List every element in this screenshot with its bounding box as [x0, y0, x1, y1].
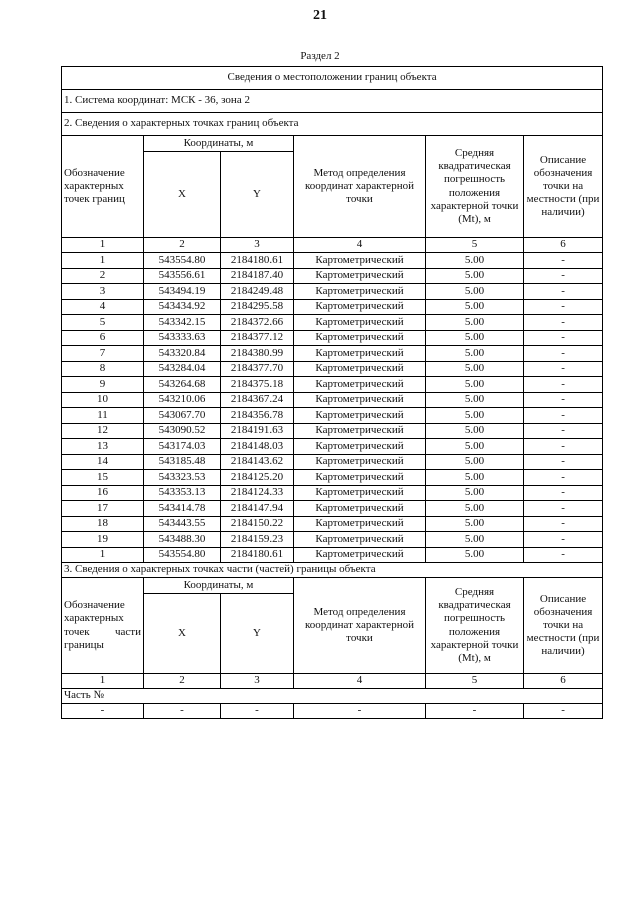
x-coordinate: 543554.80 [144, 547, 221, 563]
point-description: - [524, 253, 603, 269]
part-col-number: 3 [221, 674, 294, 689]
y-coordinate: 2184180.61 [221, 547, 294, 563]
point-number: 11 [62, 408, 144, 424]
part-coords-header: Координаты, м [144, 578, 294, 594]
part-cell: - [221, 704, 294, 719]
point-description: - [524, 330, 603, 346]
points-section-title: 2. Сведения о характерных точках границ объекта [62, 113, 603, 136]
part-cell: - [62, 704, 144, 719]
part-method-header: Метод определения координат характерной точки [294, 578, 426, 674]
point-description: - [524, 547, 603, 563]
page-number: 21 [313, 8, 327, 23]
point-description: - [524, 439, 603, 455]
point-description: - [524, 485, 603, 501]
col-number: 4 [294, 238, 426, 253]
point-number: 5 [62, 315, 144, 331]
part-col-number: 4 [294, 674, 426, 689]
method: Картометрический [294, 423, 426, 439]
point-description: - [524, 454, 603, 470]
x-coordinate: 543185.48 [144, 454, 221, 470]
point-description: - [524, 532, 603, 548]
part-designation-header: Обозначение характерных точек части границы [62, 578, 144, 674]
part-x-header: X [144, 594, 221, 674]
x-header: X [144, 152, 221, 238]
point-description: - [524, 299, 603, 315]
x-coordinate: 543174.03 [144, 439, 221, 455]
point-number: 7 [62, 346, 144, 362]
point-number: 1 [62, 253, 144, 269]
section-label: Раздел 2 [300, 50, 340, 62]
x-coordinate: 543210.06 [144, 392, 221, 408]
method: Картометрический [294, 501, 426, 517]
x-coordinate: 543342.15 [144, 315, 221, 331]
col-number: 3 [221, 238, 294, 253]
y-coordinate: 2184356.78 [221, 408, 294, 424]
table-row [62, 470, 603, 486]
x-coordinate: 543333.63 [144, 330, 221, 346]
col-number: 5 [426, 238, 524, 253]
mt-value: 5.00 [426, 361, 524, 377]
method: Картометрический [294, 284, 426, 300]
point-number: 17 [62, 501, 144, 517]
y-coordinate: 2184148.03 [221, 439, 294, 455]
x-coordinate: 543320.84 [144, 346, 221, 362]
point-description: - [524, 284, 603, 300]
mt-value: 5.00 [426, 346, 524, 362]
y-coordinate: 2184143.62 [221, 454, 294, 470]
boundary-table [61, 66, 603, 719]
point-number: 2 [62, 268, 144, 284]
mt-value: 5.00 [426, 532, 524, 548]
col-number: 1 [62, 238, 144, 253]
y-header: Y [221, 152, 294, 238]
table-row [62, 392, 603, 408]
y-coordinate: 2184150.22 [221, 516, 294, 532]
y-coordinate: 2184377.12 [221, 330, 294, 346]
mt-value: 5.00 [426, 253, 524, 269]
point-description: - [524, 268, 603, 284]
y-coordinate: 2184180.61 [221, 253, 294, 269]
point-description: - [524, 377, 603, 393]
table-row [62, 485, 603, 501]
table-row [62, 330, 603, 346]
y-coordinate: 2184367.24 [221, 392, 294, 408]
point-description: - [524, 516, 603, 532]
part-col-number: 5 [426, 674, 524, 689]
part-cell: - [524, 704, 603, 719]
part-col-number: 6 [524, 674, 603, 689]
mt-value: 5.00 [426, 377, 524, 393]
mt-value: 5.00 [426, 470, 524, 486]
part-col-number: 1 [62, 674, 144, 689]
table-row [62, 516, 603, 532]
point-description: - [524, 361, 603, 377]
mt-value: 5.00 [426, 315, 524, 331]
point-number: 3 [62, 284, 144, 300]
table-row [62, 547, 603, 563]
method: Картометрический [294, 470, 426, 486]
mt-value: 5.00 [426, 485, 524, 501]
point-number: 14 [62, 454, 144, 470]
y-coordinate: 2184380.99 [221, 346, 294, 362]
mt-value: 5.00 [426, 423, 524, 439]
x-coordinate: 543323.53 [144, 470, 221, 486]
point-number: 15 [62, 470, 144, 486]
x-coordinate: 543284.04 [144, 361, 221, 377]
x-coordinate: 543067.70 [144, 408, 221, 424]
mt-value: 5.00 [426, 501, 524, 517]
mt-value: 5.00 [426, 392, 524, 408]
y-coordinate: 2184372.66 [221, 315, 294, 331]
table-row [62, 284, 603, 300]
point-description: - [524, 392, 603, 408]
method: Картометрический [294, 377, 426, 393]
method: Картометрический [294, 253, 426, 269]
x-coordinate: 543488.30 [144, 532, 221, 548]
part-section-title: 3. Сведения о характерных точках части (частей) границы объекта [62, 563, 603, 578]
point-number: 1 [62, 547, 144, 563]
x-coordinate: 543556.61 [144, 268, 221, 284]
part-cell: - [426, 704, 524, 719]
y-coordinate: 2184295.58 [221, 299, 294, 315]
y-coordinate: 2184375.18 [221, 377, 294, 393]
col-number: 6 [524, 238, 603, 253]
part-y-header: Y [221, 594, 294, 674]
mt-value: 5.00 [426, 330, 524, 346]
part-description-header: Описание обозначения точки на местности (при наличии) [524, 578, 603, 674]
method: Картометрический [294, 532, 426, 548]
table-row [62, 439, 603, 455]
y-coordinate: 2184187.40 [221, 268, 294, 284]
mt-value: 5.00 [426, 454, 524, 470]
y-coordinate: 2184249.48 [221, 284, 294, 300]
point-number: 6 [62, 330, 144, 346]
error-header: Средняя квадратическая погрешность положения характерной точки (Mt), м [426, 136, 524, 238]
y-coordinate: 2184377.70 [221, 361, 294, 377]
mt-value: 5.00 [426, 268, 524, 284]
point-number: 12 [62, 423, 144, 439]
method: Картометрический [294, 315, 426, 331]
coord-system: 1. Система координат: МСК - 36, зона 2 [62, 90, 603, 113]
mt-value: 5.00 [426, 408, 524, 424]
method: Картометрический [294, 330, 426, 346]
method: Картометрический [294, 392, 426, 408]
point-number: 13 [62, 439, 144, 455]
method: Картометрический [294, 361, 426, 377]
part-cell: - [294, 704, 426, 719]
x-coordinate: 543353.13 [144, 485, 221, 501]
x-coordinate: 543434.92 [144, 299, 221, 315]
method: Картометрический [294, 516, 426, 532]
table-row [62, 361, 603, 377]
table-row [62, 315, 603, 331]
point-number: 8 [62, 361, 144, 377]
part-label: Часть № [62, 689, 603, 704]
part-cell: - [144, 704, 221, 719]
method: Картометрический [294, 439, 426, 455]
method: Картометрический [294, 268, 426, 284]
x-coordinate: 543494.19 [144, 284, 221, 300]
y-coordinate: 2184147.94 [221, 501, 294, 517]
point-description: - [524, 470, 603, 486]
table-row [62, 268, 603, 284]
point-number: 10 [62, 392, 144, 408]
method: Картометрический [294, 299, 426, 315]
description-header: Описание обозначения точки на местности (при наличии) [524, 136, 603, 238]
table-row [62, 346, 603, 362]
mt-value: 5.00 [426, 284, 524, 300]
method: Картометрический [294, 408, 426, 424]
point-description: - [524, 408, 603, 424]
coords-header: Координаты, м [144, 136, 294, 152]
table-row [62, 454, 603, 470]
part-error-header: Средняя квадратическая погрешность положения характерной точки (Mt), м [426, 578, 524, 674]
point-number: 16 [62, 485, 144, 501]
x-coordinate: 543443.55 [144, 516, 221, 532]
point-number: 19 [62, 532, 144, 548]
table-title: Сведения о местоположении границ объекта [62, 67, 603, 90]
x-coordinate: 543264.68 [144, 377, 221, 393]
x-coordinate: 543090.52 [144, 423, 221, 439]
mt-value: 5.00 [426, 439, 524, 455]
y-coordinate: 2184159.23 [221, 532, 294, 548]
table-row [62, 501, 603, 517]
col-number: 2 [144, 238, 221, 253]
method: Картометрический [294, 547, 426, 563]
table-row [62, 299, 603, 315]
point-number: 9 [62, 377, 144, 393]
y-coordinate: 2184124.33 [221, 485, 294, 501]
point-number: 4 [62, 299, 144, 315]
point-description: - [524, 346, 603, 362]
y-coordinate: 2184125.20 [221, 470, 294, 486]
table-row [62, 408, 603, 424]
point-description: - [524, 501, 603, 517]
point-description: - [524, 423, 603, 439]
designation-header: Обозначение характерных точек границ [62, 136, 144, 238]
mt-value: 5.00 [426, 547, 524, 563]
x-coordinate: 543414.78 [144, 501, 221, 517]
table-row [62, 532, 603, 548]
method: Картометрический [294, 485, 426, 501]
part-col-number: 2 [144, 674, 221, 689]
method: Картометрический [294, 454, 426, 470]
table-row [62, 377, 603, 393]
table-row [62, 253, 603, 269]
point-number: 18 [62, 516, 144, 532]
mt-value: 5.00 [426, 299, 524, 315]
y-coordinate: 2184191.63 [221, 423, 294, 439]
table-row [62, 423, 603, 439]
method: Картометрический [294, 346, 426, 362]
point-rows [62, 253, 603, 563]
method-header: Метод определения координат характерной точки [294, 136, 426, 238]
point-description: - [524, 315, 603, 331]
x-coordinate: 543554.80 [144, 253, 221, 269]
mt-value: 5.00 [426, 516, 524, 532]
